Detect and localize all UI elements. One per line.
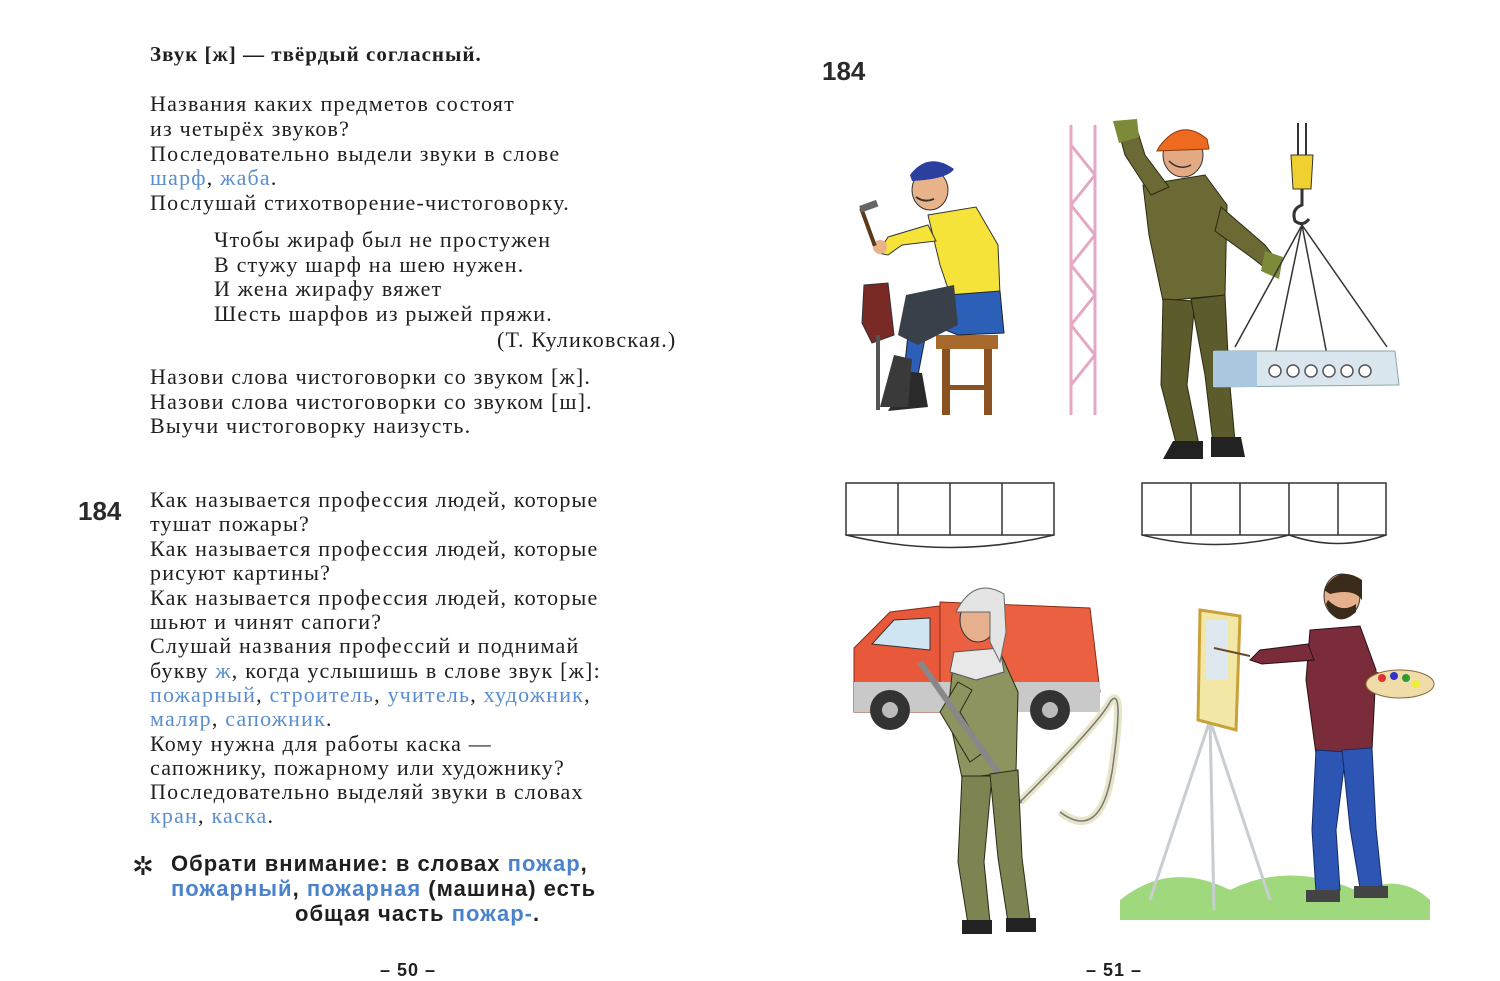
poem-line-2: В стужу шарф на шею нужен. bbox=[214, 252, 525, 277]
task-line-2: Назови слова чистоговорки со звуком [ш]. bbox=[150, 389, 593, 414]
last-words-line: кран, каска. bbox=[150, 803, 275, 828]
question-line-4: рисуют картины? bbox=[150, 560, 332, 585]
word-pozhar-root: пожар- bbox=[451, 901, 534, 926]
word-malyar: маляр bbox=[150, 706, 212, 731]
painter-illustration bbox=[1110, 560, 1440, 930]
note-line-3 bbox=[295, 901, 540, 927]
letter-line bbox=[150, 659, 601, 683]
note-star-icon: ✲ bbox=[132, 852, 154, 882]
letter-line-post: , когда услышишь в слове звук [ж]: bbox=[231, 658, 601, 683]
intro-line-2: из четырёх звуков? bbox=[150, 116, 351, 141]
separator: , bbox=[206, 165, 221, 190]
words-line bbox=[150, 166, 278, 190]
letter-zh: ж bbox=[215, 658, 232, 683]
exercise-number-right: 184 bbox=[822, 56, 866, 86]
word-zhaba: жаба bbox=[220, 165, 271, 190]
note-line-2 bbox=[171, 876, 596, 902]
word-pozharnaya: пожарная bbox=[306, 876, 422, 901]
period: . bbox=[270, 165, 278, 190]
helmet-line-2: сапожнику, пожарному или художнику? bbox=[150, 755, 565, 780]
word-stroitel: строитель bbox=[269, 682, 375, 707]
helmet-line-3: Последовательно выделяй звуки в словах bbox=[150, 779, 584, 804]
note-line-1 bbox=[171, 851, 588, 877]
intro-line-1: Названия каких предметов состоят bbox=[150, 91, 515, 116]
helmet-line-1: Кому нужна для работы каска — bbox=[150, 731, 492, 756]
word-pozharny: пожарный bbox=[150, 682, 257, 707]
question-line-5: Как называется профессия людей, которые bbox=[150, 585, 599, 610]
right-page bbox=[760, 0, 1500, 981]
sound-scheme-1 bbox=[844, 480, 1058, 554]
builder-illustration bbox=[1065, 115, 1400, 465]
word-pozhar: пожар bbox=[507, 851, 581, 876]
word-kaska: каска bbox=[211, 803, 268, 828]
sound-scheme-2 bbox=[1140, 480, 1390, 554]
question-line-7: Слушай названия профессий и поднимай bbox=[150, 633, 580, 658]
poem-line-1: Чтобы жираф был не простужен bbox=[214, 227, 552, 252]
question-line-2: тушат пожары? bbox=[150, 511, 310, 536]
word-uchitel: учитель bbox=[387, 682, 471, 707]
word-kran: кран bbox=[150, 803, 199, 828]
question-line-1: Как называется профессия людей, которые bbox=[150, 487, 599, 512]
letter-line-pre: букву bbox=[150, 658, 216, 683]
page-number-right: – 51 – bbox=[1086, 960, 1143, 980]
exercise-number: 184 bbox=[78, 496, 122, 526]
poem-line-4: Шесть шарфов из рыжей пряжи. bbox=[214, 301, 553, 326]
word-sapozhnik: сапожник bbox=[225, 706, 327, 731]
note-sep: , bbox=[292, 876, 307, 901]
task-line-1: Назови слова чистоговорки со звуком [ж]. bbox=[150, 364, 592, 389]
page-title: Звук [ж] — твёрдый согласный. bbox=[150, 42, 482, 66]
word-sharf: шарф bbox=[150, 165, 207, 190]
professions-line-1: пожарный, строитель, учитель, художник, bbox=[150, 682, 591, 707]
poem-author: (Т. Куликовская.) bbox=[497, 327, 677, 352]
question-line-6: шьют и чинят сапоги? bbox=[150, 609, 383, 634]
poem-line-3: И жена жирафу вяжет bbox=[214, 276, 443, 301]
listen-line: Послушай стихотворение-чистоговорку. bbox=[150, 190, 570, 215]
note-period: . bbox=[533, 901, 541, 926]
question-line-3: Как называется профессия людей, которые bbox=[150, 536, 599, 561]
professions-line-2: маляр, сапожник. bbox=[150, 706, 333, 731]
intro-line-3: Последовательно выдели звуки в слове bbox=[150, 141, 561, 166]
note-text: Обрати внимание: в словах bbox=[171, 851, 508, 876]
word-pozharny-note: пожарный bbox=[171, 876, 293, 901]
page-number-left: – 50 – bbox=[380, 960, 437, 980]
firefighter-illustration bbox=[850, 572, 1140, 942]
cobbler-illustration bbox=[858, 145, 1033, 420]
note-text-3: общая часть bbox=[295, 901, 452, 926]
word-hudozhnik: художник bbox=[483, 682, 585, 707]
note-comma: , bbox=[580, 851, 588, 876]
task-line-3: Выучи чистоговорку наизусть. bbox=[150, 413, 472, 438]
note-text-2: (машина) есть bbox=[421, 876, 597, 901]
